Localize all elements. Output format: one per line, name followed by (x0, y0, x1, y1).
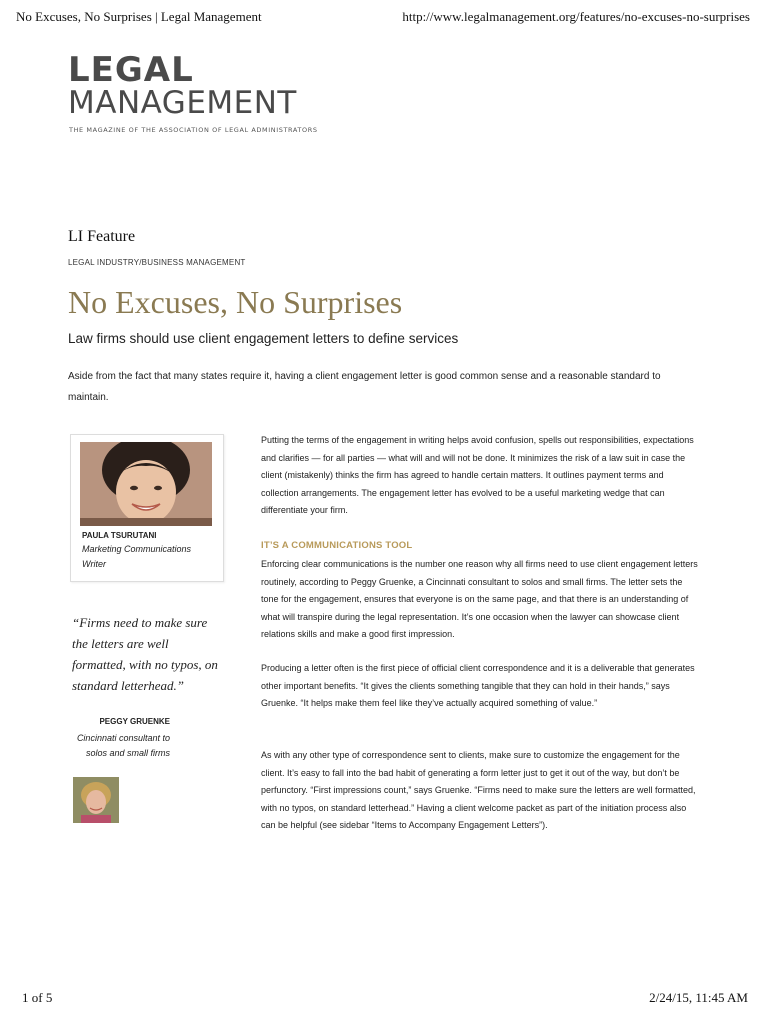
author-role: Marketing Communications Writer (82, 544, 192, 569)
section-heading: IT’S A COMMUNICATIONS TOOL (261, 540, 413, 551)
article-category-link[interactable]: LEGAL INDUSTRY/BUSINESS MANAGEMENT (68, 258, 246, 267)
quote-attribution-role: Cincinnati consultant to solos and small firms (76, 733, 170, 758)
print-footer-page: 1 of 5 (22, 990, 53, 1005)
print-header-url[interactable]: http://www.legalmanagement.org/features/no-excuses-no-surprises (402, 9, 750, 24)
quote-source-photo (73, 777, 119, 823)
article-title: No Excuses, No Surprises (68, 284, 403, 320)
author-photo (80, 442, 212, 526)
print-footer-timestamp: 2/24/15, 11:45 AM (649, 990, 748, 1005)
article-kicker: LI Feature (68, 228, 136, 245)
author-name: PAULA TSURUTANI (82, 531, 157, 540)
article-paragraph: Enforcing clear communications is the number one reason why all firms need to use client engagement letters routinely, according to Peggy Gruenke, a Cincinnati consultant to solos and small firms. The letter sets the tone for the engagement, ensures that everyone is on the same page, and that there is an understanding of what will transpire during the legal representation. It’s one occasion when the lawyer can showcase client relations skills and make a good first impression. (261, 559, 698, 639)
masthead-logo-legal: LEGAL (68, 50, 194, 90)
pull-quote: “Firms need to make sure the letters are well formatted, with no typos, on standard letterhead.” (72, 615, 218, 693)
quote-attribution-name: PEGGY GRUENKE (99, 717, 170, 726)
article-lede: Aside from the fact that many states require it, having a client engagement letter is good common sense and a reasonable standard to maintain. (68, 371, 661, 403)
article-paragraph: Producing a letter often is the first piece of official client correspondence and it is a deliverable that generates other important benefits. “It gives the clients something tangible that they can hold in their hands,” says Gruenke. “It helps make them feel like they’ve actually acquired something of value.” (261, 663, 695, 708)
print-header-title: No Excuses, No Surprises | Legal Management (16, 9, 262, 24)
masthead-tagline: THE MAGAZINE OF THE ASSOCIATION OF LEGAL ADMINISTRATORS (69, 126, 318, 134)
article-paragraph: As with any other type of correspondence sent to clients, make sure to customize the engagement for the client. It’s easy to fall into the bad habit of generating a form letter just to get it out of the way, but don’t be perfunctory. “First impressions count,” says Gruenke. “Firms need to make sure the letters are well formatted, with no typos, on standard letterhead.” Having a client welcome packet as part of the initiation process also can be helpful (see sidebar “Items to Accompany Engagement Letters”). (261, 750, 696, 830)
article-subtitle: Law firms should use client engagement letters to define services (68, 331, 459, 346)
masthead-logo-management: MANAGEMENT (68, 85, 297, 121)
article-paragraph: Putting the terms of the engagement in writing helps avoid confusion, spells out responsibilities, expectations and clarifies — for all parties — what will and will not be done. It minimizes the risk of a law suit in case the client (mistakenly) thinks the firm has agreed to handle certain matters. It outlines payment terms and collection arrangements. The engagement letter has evolved to be a useful marketing wedge that can differentiate your firm. (261, 435, 694, 515)
